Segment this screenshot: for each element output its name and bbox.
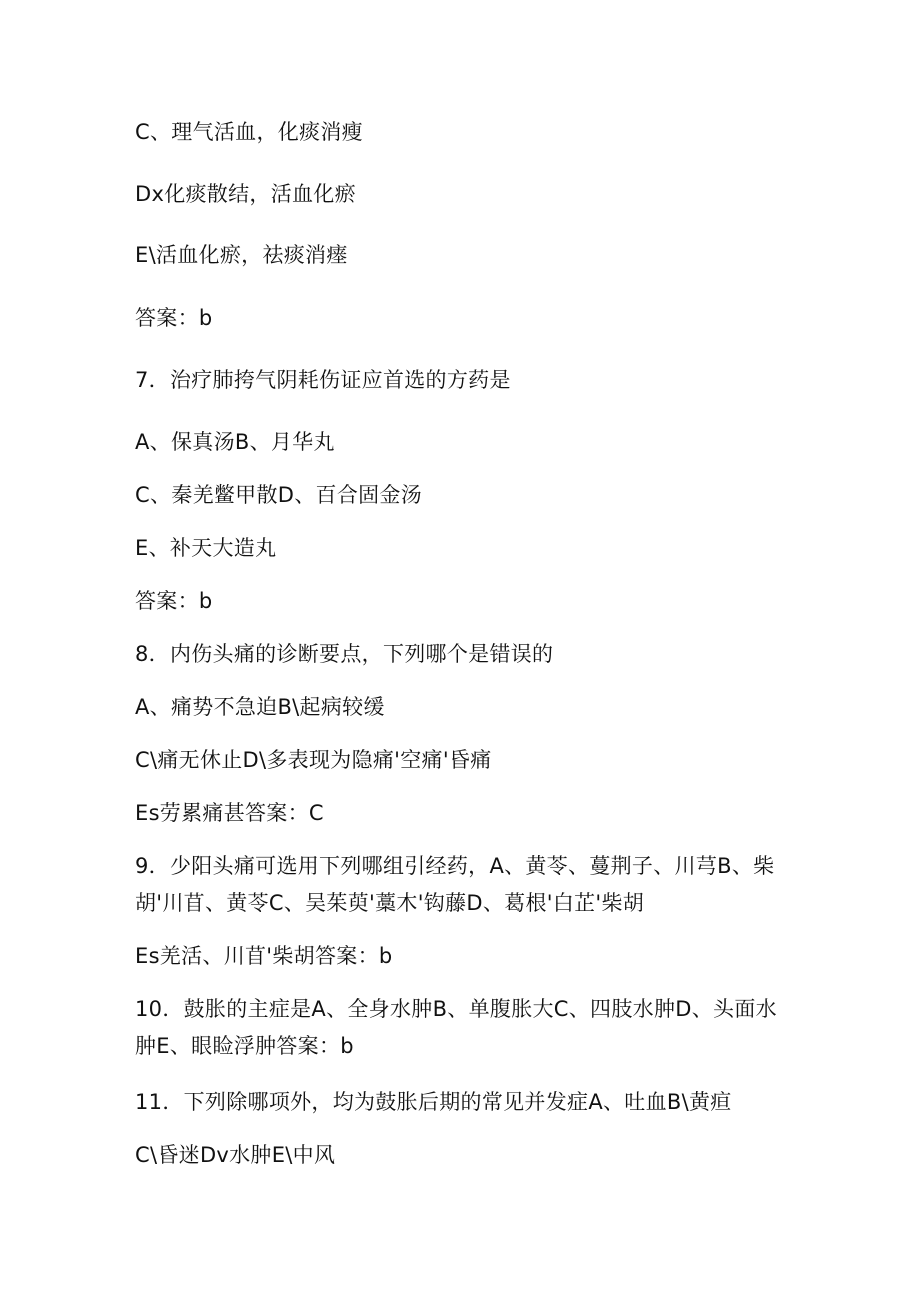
question-9: 9．少阳头痛可选用下列哪组引经药，A、黄苓、蔓荆子、川芎B、柴胡'川苜、黄苓C、吴茱萸'藁木'钩藤D、葛根'白芷'柴胡: [135, 854, 775, 915]
answer-q7: 答案：b: [135, 589, 213, 613]
options-cde-q11: C\昏迷Dv水肿E\中风: [135, 1143, 336, 1167]
options-cd-q7: C、秦羌鳖甲散D、百合固金汤: [135, 483, 423, 507]
option-e-q7: E、补天大造丸: [135, 536, 277, 560]
option-e-q6: E\活血化瘀，祛痰消瘗: [135, 243, 348, 267]
option-e-answer-q9: Es羌活、川苜'柴胡答案：b: [135, 944, 393, 968]
answer-q6: 答案：b: [135, 306, 213, 330]
option-c-q6: C、理气活血，化痰消瘦: [135, 120, 363, 144]
options-ab-q7: A、保真汤B、月华丸: [135, 430, 335, 454]
question-10: 10．鼓胀的主症是A、全身水肿B、单腹胀大C、四肢水肿D、头面水肿E、眼睑浮肿答案：b: [135, 997, 777, 1058]
question-8: 8．内伤头痛的诊断要点，下列哪个是错误的: [135, 642, 554, 666]
option-e-answer-q8: Es劳累痛甚答案：C: [135, 801, 324, 825]
options-cd-q8: C\痛无休止D\多表现为隐痛'空痛'昏痛: [135, 748, 492, 772]
question-11: 11．下列除哪项外，均为鼓胀后期的常见并发症A、吐血B\黄疸: [135, 1090, 732, 1114]
question-7: 7．治疗肺挎气阴耗伤证应首选的方药是: [135, 368, 511, 392]
options-ab-q8: A、痛势不急迫B\起病较缓: [135, 695, 385, 719]
option-d-q6: Dx化痰散结，活血化瘀: [135, 182, 356, 206]
